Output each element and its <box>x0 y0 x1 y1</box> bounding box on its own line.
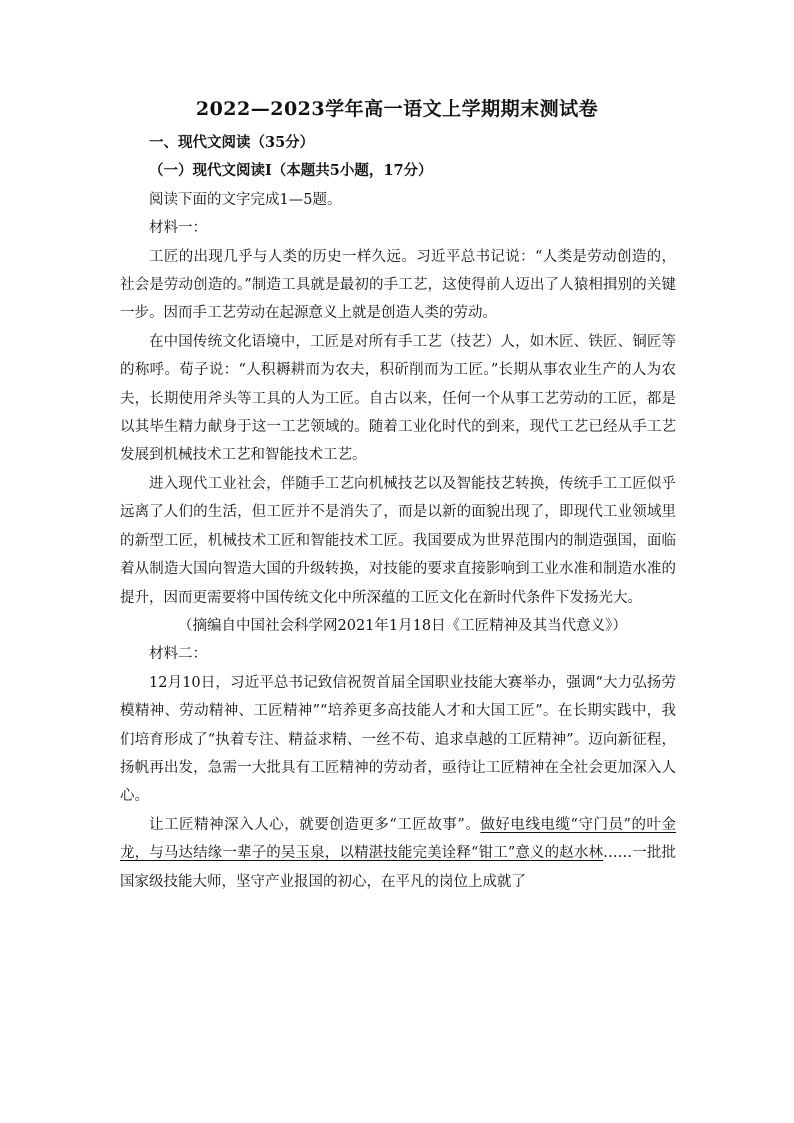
material-2-paragraph-2-rest: ……一批批国家级技能大师，坚守产业报国的初心，在平凡的岗位上成就了 <box>120 845 677 890</box>
material-1-source: （摘编自中国社会科学网2021年1月18日《工匠精神及其当代意义》） <box>178 617 627 634</box>
section-heading-modern-reading: 一、现代文阅读（35分） <box>149 134 315 151</box>
subsection-heading-reading-1: （一）现代文阅读Ⅰ（本题共5小题，17分） <box>149 162 433 180</box>
material-1-paragraph-2: 在中国传统文化语境中，工匠是对所有手工艺（技艺）人，如木匠、铁匠、铜匠等的称呼。荀子说：“人积耨耕而为农夫，积斫削而为工匠。”长期从事农业生产的人为农夫，长期使用斧头等工具的人为工匠。自古以来，任何一个从事工艺劳动的工匠，都是以其毕生精力献身于这一工艺领域的。随着工业化时代的到来，现代工艺已经从手工艺发展到机械技术工艺和智能技术工艺。 <box>120 333 676 464</box>
document-body <box>120 129 676 896</box>
material-2-paragraph-2-intro: 让工匠精神深入人心，就要创造更多“工匠故事”。 <box>149 816 481 833</box>
material-2-paragraph-1: 12月10日，习近平总书记致信祝贺首届全国职业技能大赛举办，强调“大力弘扬劳模精神、劳动精神、工匠精神”“培养更多高技能人才和大国工匠”。在长期实践中，我们培育形成了“执着专注、精益求精、一丝不苟、追求卓越的工匠精神”。迈向新征程，扬帆再出发，急需一大批具有工匠精神的劳动者，亟待让工匠精神在全社会更加深入人心。 <box>120 674 676 805</box>
underlined-passage: 做好电线电缆“守门员”的叶金龙，与马达结缘一辈子的吴玉泉，以精湛技能完美诠释“钳工”意义的赵水林 <box>120 816 677 862</box>
document-title: 2022—2023学年高一语文上学期期末测试卷 <box>195 98 599 120</box>
material-1-paragraph-3: 进入现代工业社会，伴随手工艺向机械技艺以及智能技艺转换，传统手工工匠似乎远离了人们的生活，但工匠并不是消失了，而是以新的面貌出现了，即现代工业领域里的新型工匠，机械技术工匠和智能技术工匠。我国要成为世界范围内的制造强国，面临着从制造大国向智造大国的升级转换，对技能的要求直接影响到工业水准和制造水准的提升，因而更需要将中国传统文化中所深蕴的工匠文化在新时代条件下发扬光大。 <box>120 475 676 606</box>
material-2-paragraph-2 <box>120 811 676 896</box>
material-2-label: 材料二： <box>149 646 207 663</box>
material-1-paragraph-1: 工匠的出现几乎与人类的历史一样久远。习近平总书记说：“人类是劳动创造的，社会是劳动创造的。”制造工具就是最初的手工艺，这使得前人迈出了人猿相揖别的关键一步。因而手工艺劳动在起源意义上就是创造人类的劳动。 <box>120 248 676 322</box>
instruction-text: 阅读下面的文字完成1—5题。 <box>149 191 342 208</box>
material-1-label: 材料一： <box>149 220 207 237</box>
